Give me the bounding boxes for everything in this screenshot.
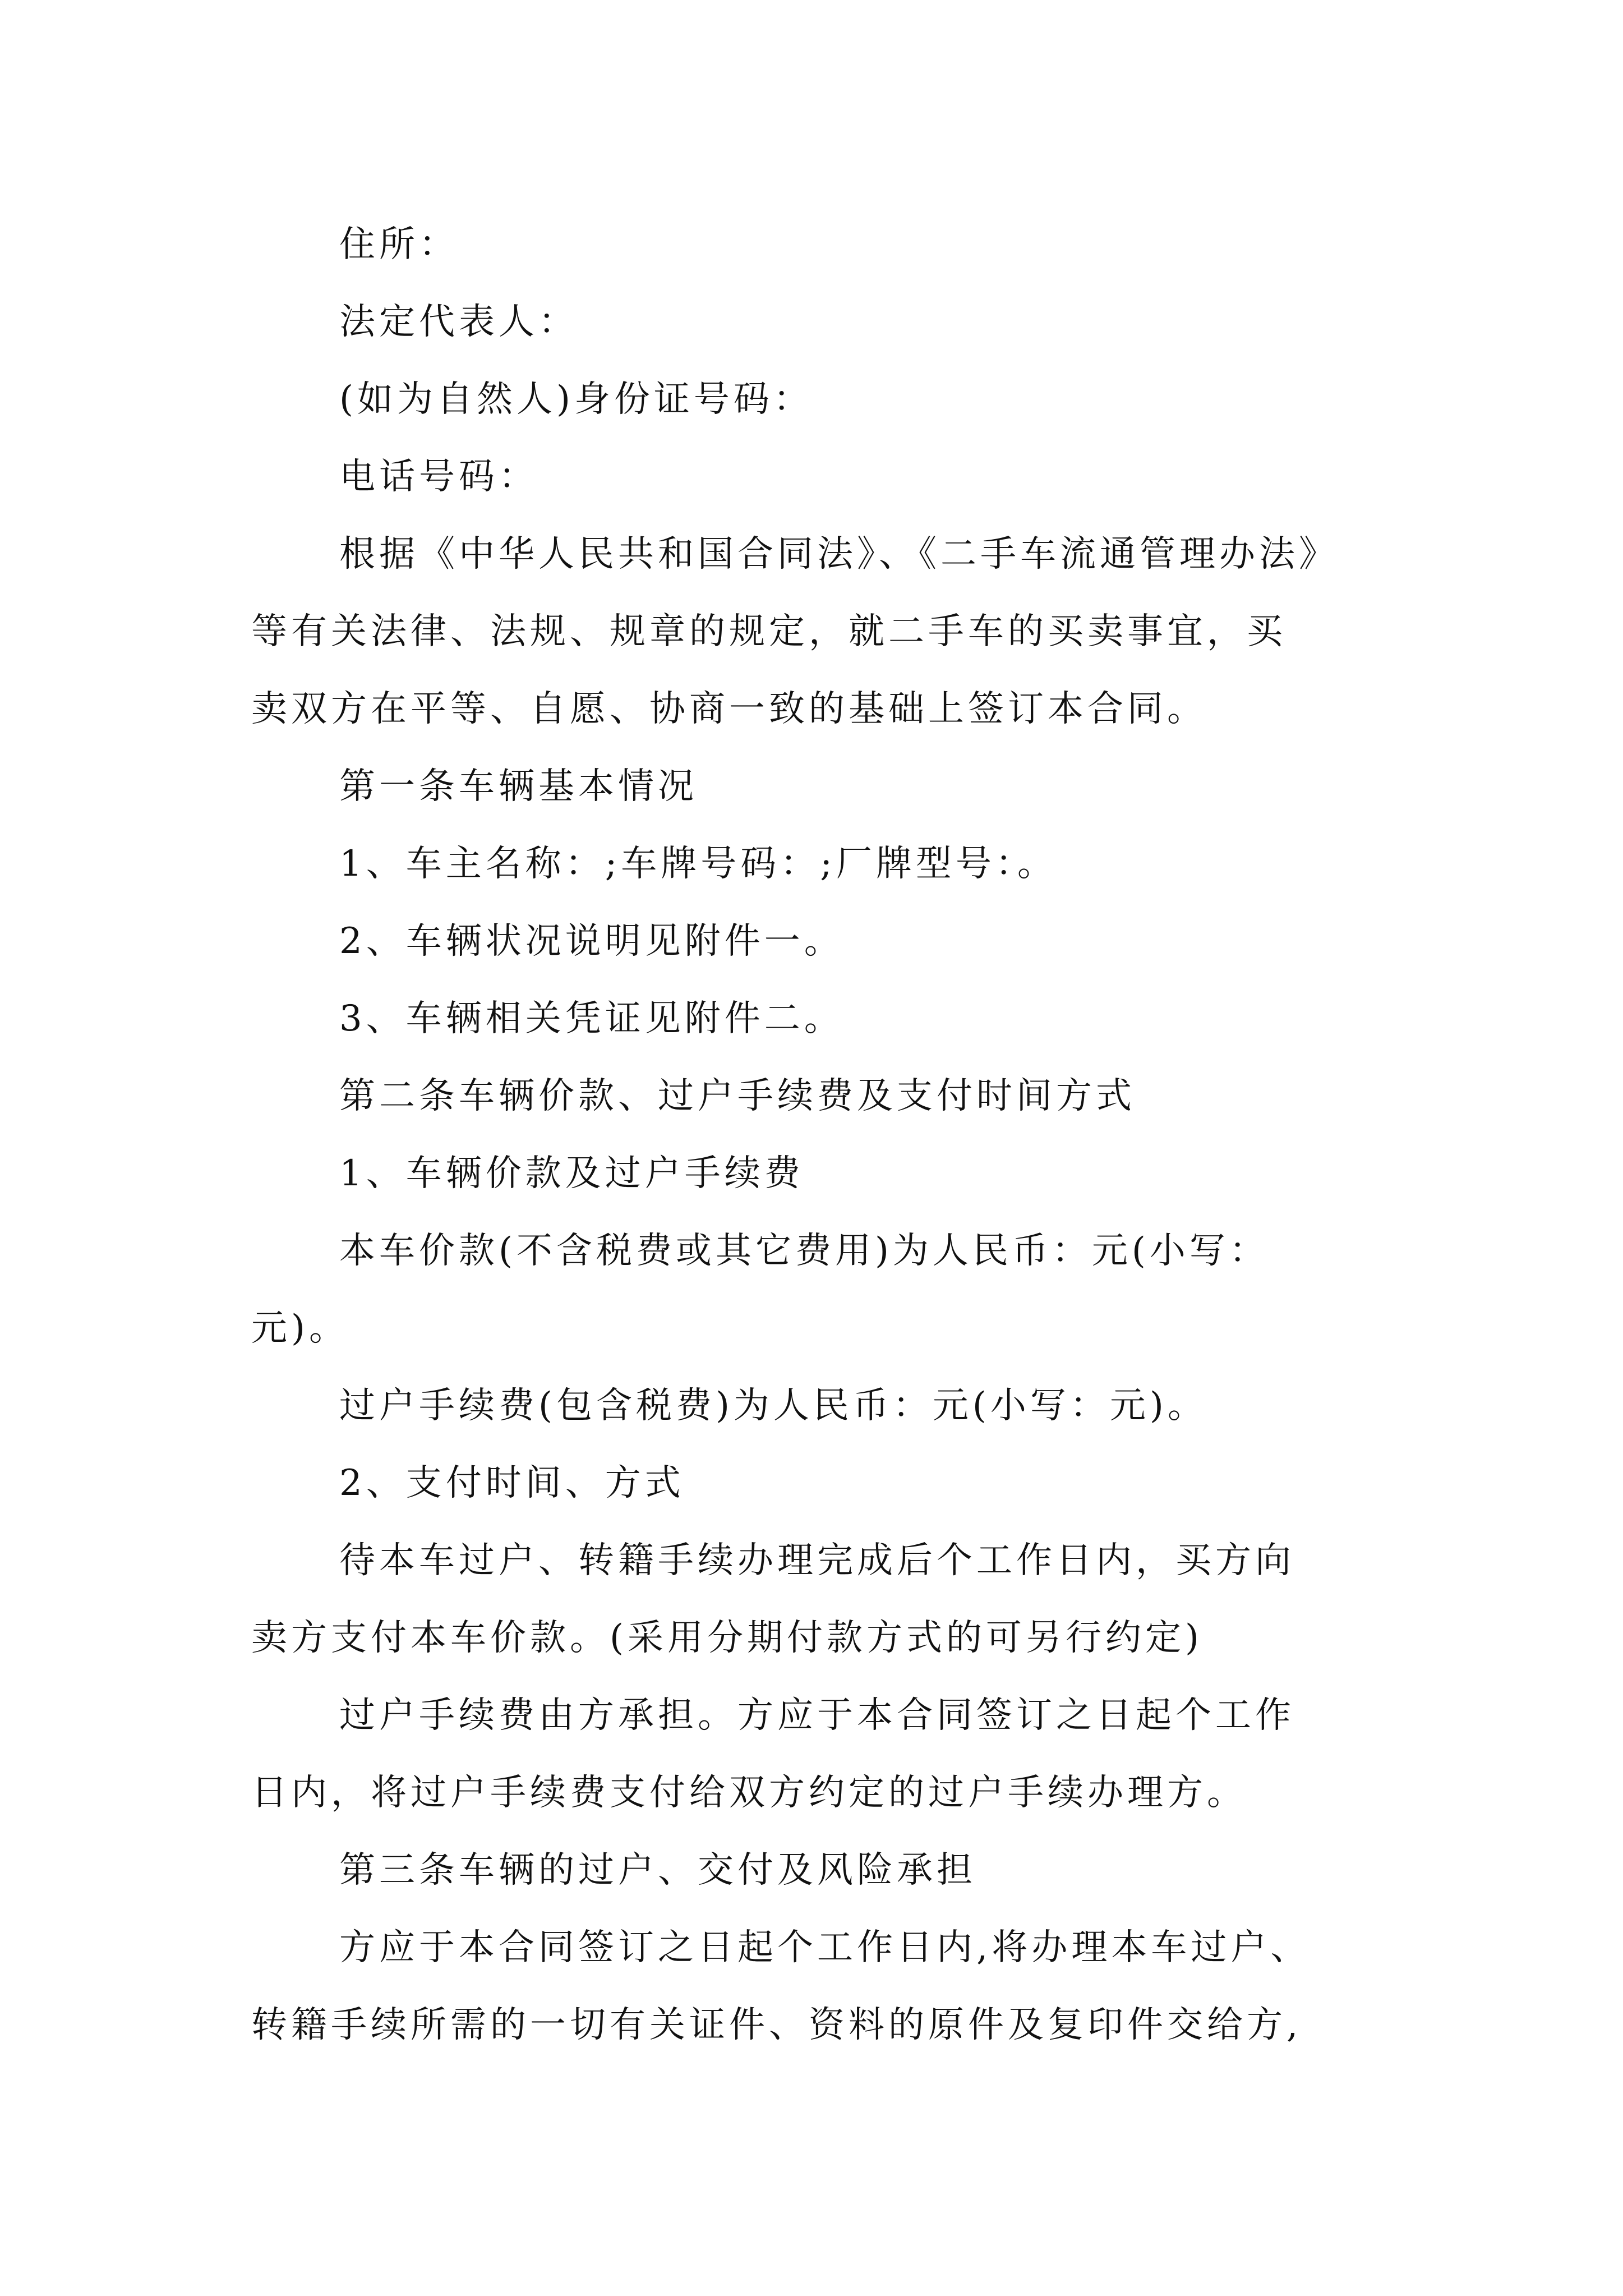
article-3-line-1: 方应于本合同签订之日起个工作日内,将办理本车过户、	[339, 1927, 1311, 1968]
residence-line: 住所：	[339, 224, 459, 265]
id-number-line: (如为自然人)身份证号码：	[339, 379, 813, 420]
vehicle-price-line-1: 本车价款(不含税费或其它费用)为人民币：元(小写：	[339, 1230, 1269, 1272]
article-1-item-2: 2、车辆状况说明见附件一。	[339, 921, 844, 962]
article-1-item-3: 3、车辆相关凭证见附件二。	[339, 998, 844, 1039]
payment-time-line-1: 待本车过户、转籍手续办理完成后个工作日内，买方向	[339, 1540, 1295, 1581]
article-2-item-2: 2、支付时间、方式	[339, 1462, 685, 1504]
preamble-line-3: 卖双方在平等、自愿、协商一致的基础上签订本合同。	[251, 688, 1207, 730]
article-1-item-1: 1、车主名称：;车牌号码：;厂牌型号：。	[339, 843, 1057, 885]
preamble-line-2: 等有关法律、法规、规章的规定，就二手车的买卖事宜，买	[251, 611, 1287, 652]
payment-time-line-2: 卖方支付本车价款。(采用分期付款方式的可另行约定)	[251, 1617, 1203, 1659]
fee-bearer-line-2: 日内，将过户手续费支付给双方约定的过户手续办理方。	[251, 1772, 1247, 1814]
fee-bearer-line-1: 过户手续费由方承担。方应于本合同签订之日起个工作	[339, 1695, 1295, 1736]
article-3-heading: 第三条车辆的过户、交付及风险承担	[339, 1849, 976, 1891]
article-1-heading: 第一条车辆基本情况	[339, 766, 698, 807]
vehicle-price-line-2: 元)。	[251, 1308, 349, 1349]
phone-number-line: 电话号码：	[339, 456, 538, 498]
article-2-heading: 第二条车辆价款、过户手续费及支付时间方式	[339, 1075, 1136, 1117]
article-3-line-2: 转籍手续所需的一切有关证件、资料的原件及复印件交给方,	[251, 2004, 1302, 2046]
transfer-fee-line: 过户手续费(包含税费)为人民币：元(小写：元)。	[339, 1385, 1207, 1427]
preamble-line-1: 根据《中华人民共和国合同法》、《二手车流通管理办法》	[339, 533, 1339, 575]
article-2-item-1: 1、车辆价款及过户手续费	[339, 1153, 804, 1194]
legal-representative-line: 法定代表人：	[339, 301, 578, 343]
